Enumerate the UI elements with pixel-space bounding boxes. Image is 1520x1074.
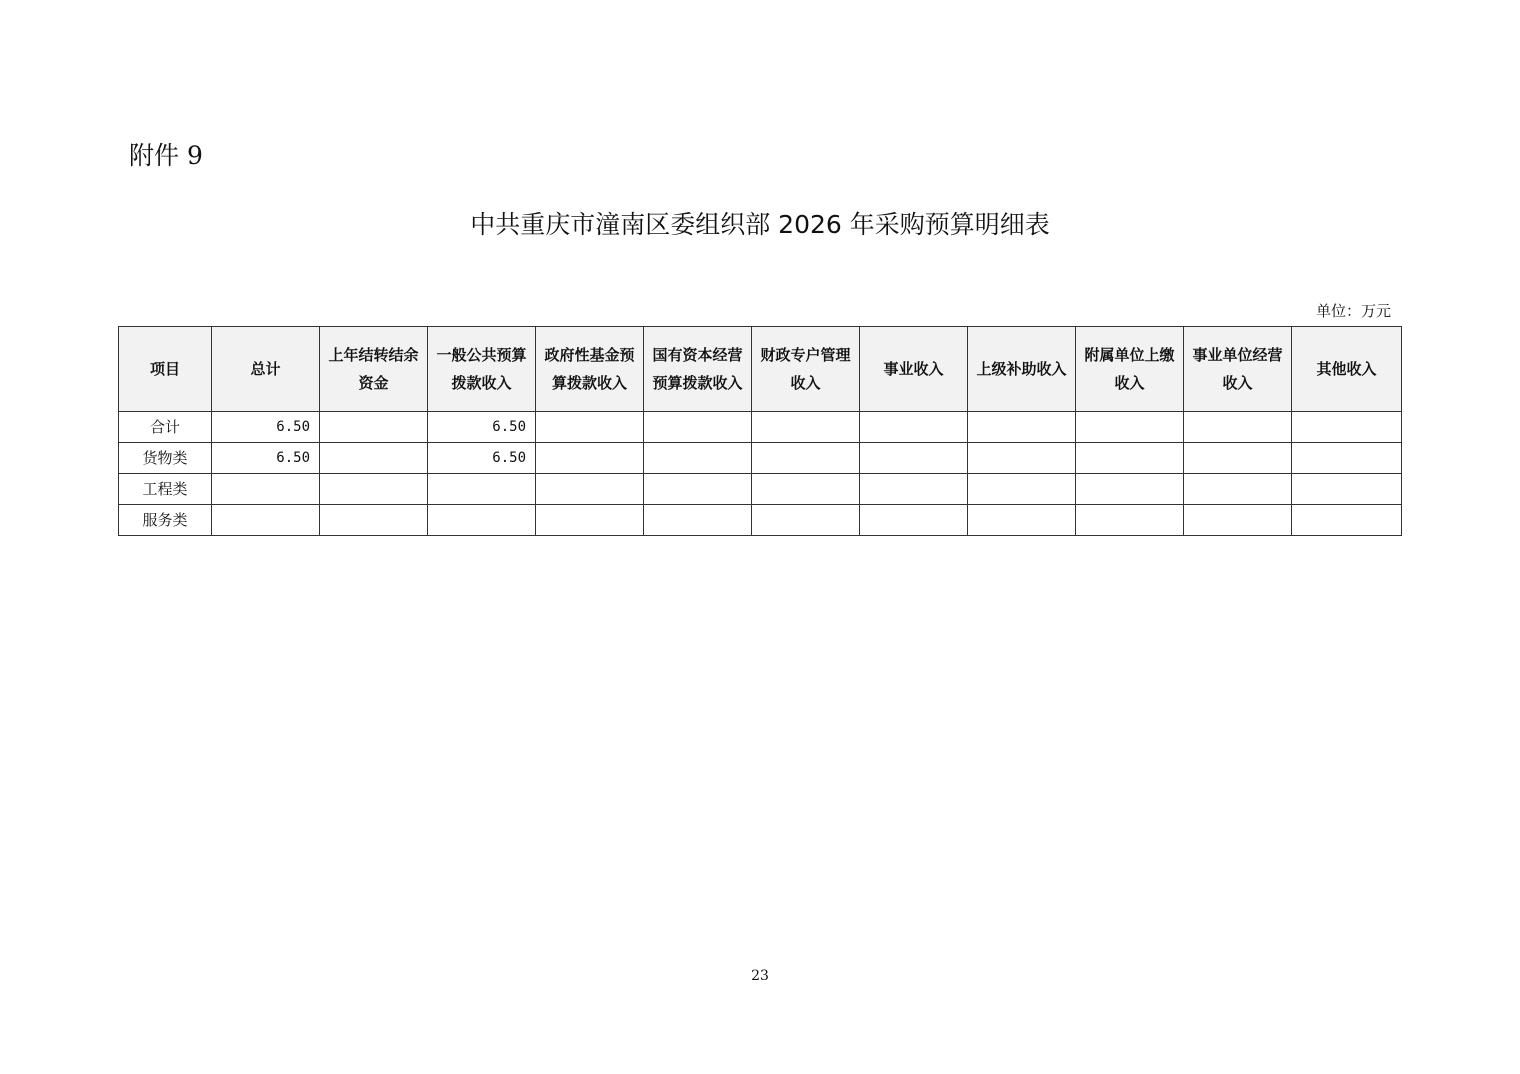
header-fiscal-account: 财政专户管理收入 [752,327,860,412]
table-cell [320,443,428,474]
document-title: 中共重庆市潼南区委组织部 2026 年采购预算明细表 [470,210,1050,239]
header-project: 项目 [119,327,212,412]
table-cell [1292,505,1402,536]
table-cell [320,412,428,443]
table-cell [968,505,1076,536]
table-row-goods [119,443,1402,474]
table-cell [212,474,320,505]
header-total: 总计 [212,327,320,412]
table-cell [536,443,644,474]
table-cell [212,505,320,536]
header-other-income: 其他收入 [1292,327,1402,412]
table-header [119,327,1402,412]
table-cell [320,474,428,505]
table-cell [428,505,536,536]
table-cell: 6.50 [428,412,536,443]
table-cell [644,505,752,536]
table-cell [1076,443,1184,474]
header-row [119,327,1402,412]
table-cell [1292,443,1402,474]
header-business-income: 事业收入 [860,327,968,412]
table-cell: 工程类 [119,474,212,505]
attachment-text: 附件 [129,141,180,170]
table-cell [1076,412,1184,443]
table-cell: 货物类 [119,443,212,474]
table-cell [860,505,968,536]
header-gov-fund: 政府性基金预算拨款收入 [536,327,644,412]
table-cell [1184,412,1292,443]
procurement-budget-table [118,326,1402,536]
table-cell: 合计 [119,412,212,443]
table-cell [320,505,428,536]
table-cell [1076,505,1184,536]
table-cell [1184,505,1292,536]
table-cell [536,412,644,443]
header-carryover: 上年结转结余资金 [320,327,428,412]
table-cell [1076,474,1184,505]
table-cell [752,443,860,474]
table-body [119,412,1402,536]
table-cell [968,412,1076,443]
table-cell [752,474,860,505]
table-cell [536,505,644,536]
table-cell [860,443,968,474]
table-cell [1184,443,1292,474]
table-cell [644,474,752,505]
table-cell [752,412,860,443]
table-row-engineering [119,474,1402,505]
table-cell [644,412,752,443]
table-cell: 服务类 [119,505,212,536]
table-cell [860,474,968,505]
attachment-number: 9 [186,141,203,170]
attachment-label [129,138,203,174]
table-cell [860,412,968,443]
table-cell [968,474,1076,505]
page-number: 23 [751,968,769,984]
header-state-capital: 国有资本经营预算拨款收入 [644,327,752,412]
table-cell [1292,412,1402,443]
header-affiliated-payment: 附属单位上缴收入 [1076,327,1184,412]
header-general-budget: 一般公共预算拨款收入 [428,327,536,412]
table-cell: 6.50 [212,443,320,474]
table-cell [968,443,1076,474]
table-cell [1184,474,1292,505]
header-superior-subsidy: 上级补助收入 [968,327,1076,412]
table-cell [752,505,860,536]
table-cell [644,443,752,474]
table-cell: 6.50 [428,443,536,474]
table-row-total [119,412,1402,443]
table-cell [536,474,644,505]
header-operating-income: 事业单位经营收入 [1184,327,1292,412]
table-cell: 6.50 [212,412,320,443]
table-cell [428,474,536,505]
unit-label: 单位：万元 [1315,302,1391,320]
table-cell [1292,474,1402,505]
table-row-services [119,505,1402,536]
